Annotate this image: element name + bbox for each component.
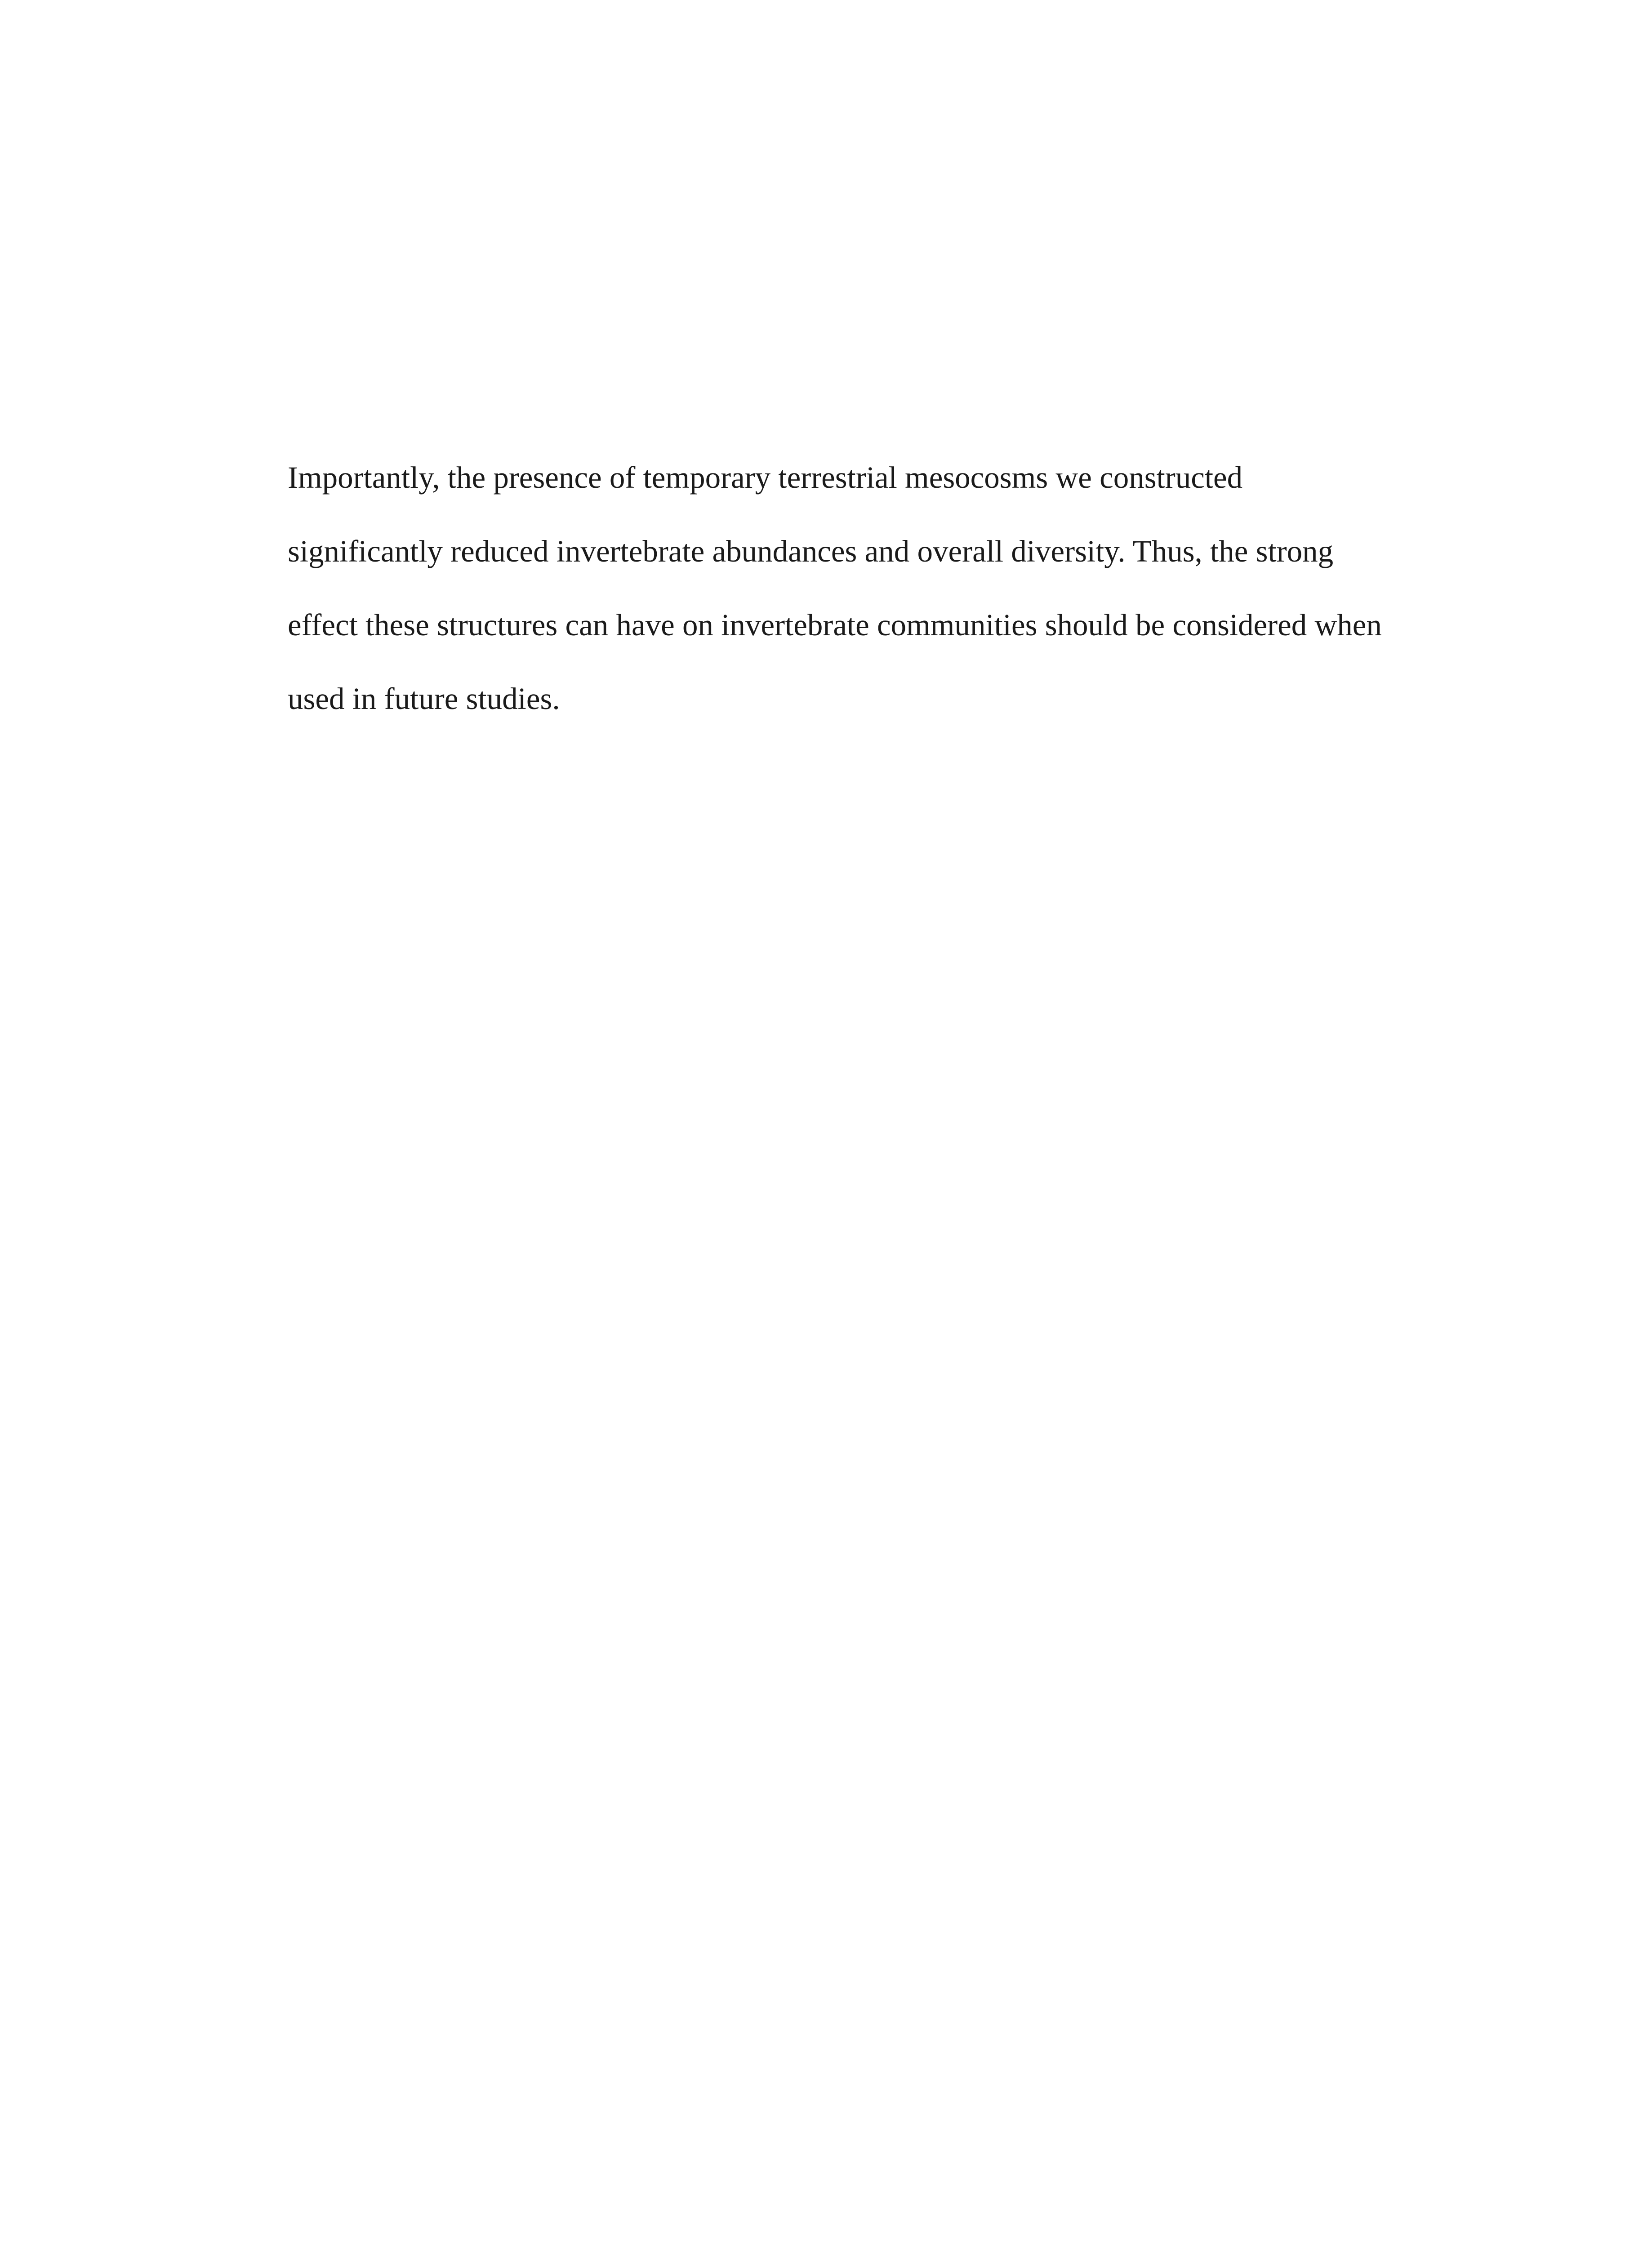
paragraph-line: used in future studies. <box>288 682 560 716</box>
paragraph-line: Importantly, the presence of temporary terrestrial mesocosms we constructed <box>288 460 1243 495</box>
body-paragraph <box>288 441 1438 736</box>
paragraph-line: significantly reduced invertebrate abundances and overall diversity. Thus, the strong <box>288 534 1334 568</box>
paragraph-line: effect these structures can have on invertebrate communities should be considered when <box>288 608 1382 642</box>
